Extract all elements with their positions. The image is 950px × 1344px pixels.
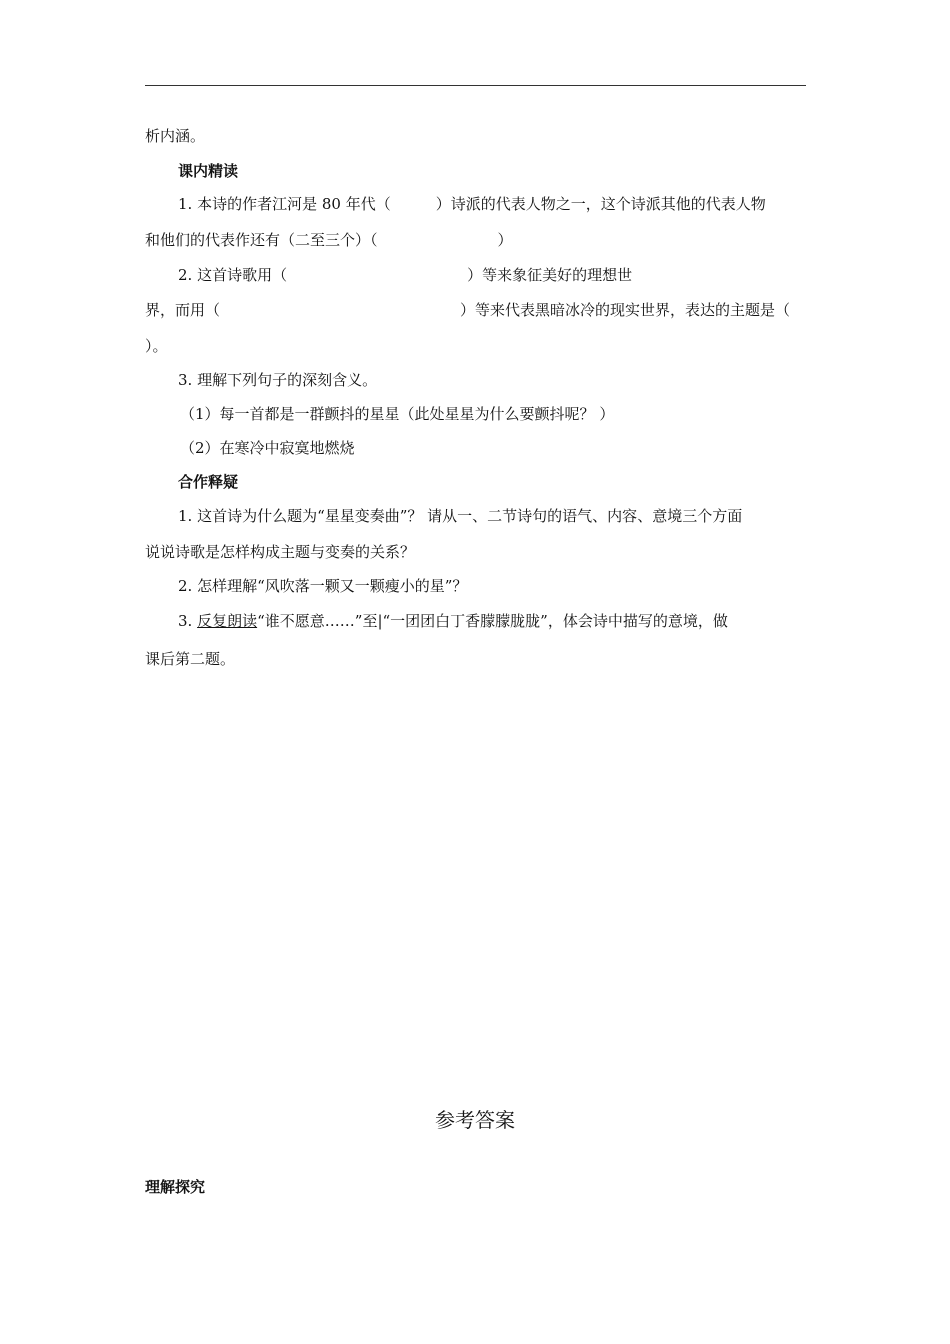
cooperation-3-line-1 [178,611,728,631]
cooperation-1-line-1: 1. 这首诗为什么题为“星星变奏曲”？ 请从一、二节诗句的语气、内容、意境三个方面 [178,507,743,525]
question-2-line-2: 界，而用（ ）等来代表黑暗冰冷的现实世界，表达的主题是（ [145,301,791,319]
question-1-line-2: 和他们的代表作还有（二至三个）（ ） [145,231,513,249]
cooperation-3-line-2: 课后第二题。 [145,650,236,668]
question-1-line-1: 1. 本诗的作者江河是 80 年代（ ）诗派的代表人物之一，这个诗派其他的代表人物 [178,195,766,213]
header-rule [145,85,806,86]
cooperation-1-line-2: 说说诗歌是怎样构成主题与变奏的关系？ [145,543,416,561]
question-3-item-2: （2）在寒冷中寂寞地燃烧 [180,439,355,457]
section-heading-cooperation: 合作释疑 [178,473,239,491]
cooperation-3-rest: “谁不愿意……”至|“一团团白丁香朦朦胧胧”，体会诗中描写的意境，做 [257,612,728,630]
cooperation-3-prefix: 3. [178,612,198,630]
question-2-line-1: 2. 这首诗歌用（ ）等来象征美好的理想世 [178,266,633,284]
text-line: 析内涵。 [145,127,206,145]
question-3: 3. 理解下列句子的深刻含义。 [178,371,378,389]
cooperation-3-underlined: 反复朗读 [197,612,258,630]
cooperation-2: 2. 怎样理解“风吹落一颗又一颗瘦小的星”？ [178,577,468,595]
question-3-item-1: （1）每一首都是一群颤抖的星星（此处星星为什么要颤抖呢？ ） [180,405,615,423]
section-heading-reading: 课内精读 [178,162,239,180]
answers-title: 参考答案 [435,1108,515,1132]
question-2-line-3: ）。 [145,337,168,355]
answers-section-heading: 理解探究 [145,1178,206,1196]
